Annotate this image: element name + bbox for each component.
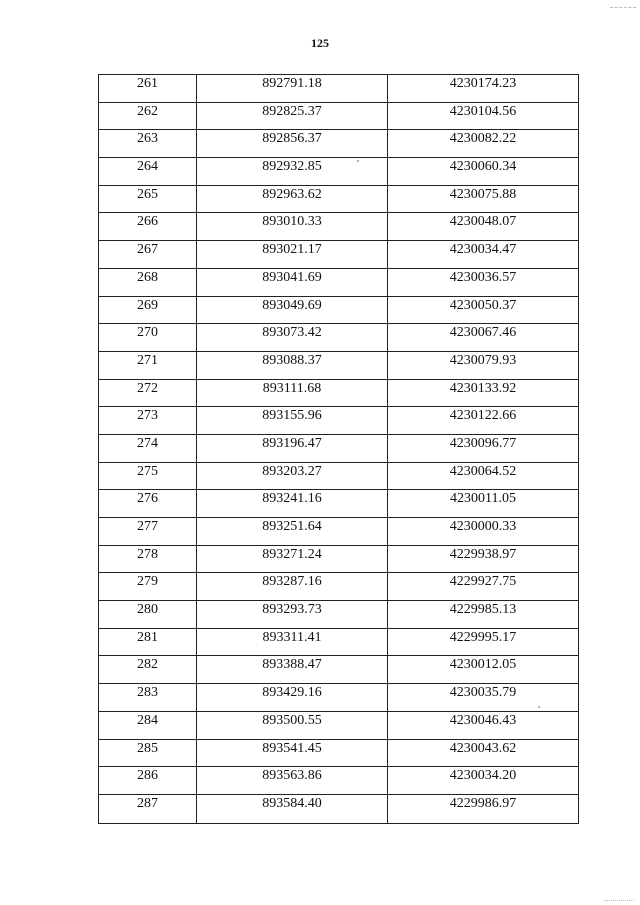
y-coordinate-cell: 4230075.88 bbox=[388, 185, 579, 213]
point-number-cell: 282 bbox=[99, 656, 197, 684]
x-coordinate-cell: 892932.85 bbox=[197, 158, 388, 186]
y-coordinate-cell: 4230133.92 bbox=[388, 379, 579, 407]
table-row bbox=[99, 268, 579, 296]
table-row bbox=[99, 601, 579, 629]
y-coordinate-cell: 4230046.43 bbox=[388, 711, 579, 739]
y-coordinate-cell: 4229995.17 bbox=[388, 628, 579, 656]
y-coordinate-cell: 4230064.52 bbox=[388, 462, 579, 490]
point-number-cell: 271 bbox=[99, 351, 197, 379]
x-coordinate-cell: 893429.16 bbox=[197, 684, 388, 712]
table-row bbox=[99, 351, 579, 379]
point-number-cell: 273 bbox=[99, 407, 197, 435]
point-number-cell: 261 bbox=[99, 75, 197, 103]
y-coordinate-cell: 4230035.79 bbox=[388, 684, 579, 712]
y-coordinate-cell: 4230034.47 bbox=[388, 241, 579, 269]
table-row bbox=[99, 434, 579, 462]
scan-edge-mark bbox=[610, 7, 636, 8]
x-coordinate-cell: 893010.33 bbox=[197, 213, 388, 241]
y-coordinate-cell: 4230067.46 bbox=[388, 324, 579, 352]
point-number-cell: 266 bbox=[99, 213, 197, 241]
x-coordinate-cell: 893388.47 bbox=[197, 656, 388, 684]
y-coordinate-cell: 4230043.62 bbox=[388, 739, 579, 767]
point-number-cell: 287 bbox=[99, 794, 197, 823]
table-row bbox=[99, 767, 579, 795]
x-coordinate-cell: 892856.37 bbox=[197, 130, 388, 158]
x-coordinate-cell: 893251.64 bbox=[197, 518, 388, 546]
point-number-cell: 272 bbox=[99, 379, 197, 407]
x-coordinate-cell: 893293.73 bbox=[197, 601, 388, 629]
x-coordinate-cell: 893041.69 bbox=[197, 268, 388, 296]
y-coordinate-cell: 4229985.13 bbox=[388, 601, 579, 629]
point-number-cell: 268 bbox=[99, 268, 197, 296]
y-coordinate-cell: 4230036.57 bbox=[388, 268, 579, 296]
x-coordinate-cell: 893021.17 bbox=[197, 241, 388, 269]
table-row bbox=[99, 462, 579, 490]
scan-edge-mark bbox=[604, 900, 634, 901]
x-coordinate-cell: 893073.42 bbox=[197, 324, 388, 352]
y-coordinate-cell: 4230034.20 bbox=[388, 767, 579, 795]
y-coordinate-cell: 4230000.33 bbox=[388, 518, 579, 546]
y-coordinate-cell: 4230122.66 bbox=[388, 407, 579, 435]
table-row bbox=[99, 794, 579, 823]
y-coordinate-cell: 4230082.22 bbox=[388, 130, 579, 158]
table-row bbox=[99, 102, 579, 130]
table-row bbox=[99, 379, 579, 407]
x-coordinate-cell: 892963.62 bbox=[197, 185, 388, 213]
x-coordinate-cell: 893203.27 bbox=[197, 462, 388, 490]
x-coordinate-cell: 893584.40 bbox=[197, 794, 388, 823]
point-number-cell: 280 bbox=[99, 601, 197, 629]
point-number-cell: 276 bbox=[99, 490, 197, 518]
y-coordinate-cell: 4230050.37 bbox=[388, 296, 579, 324]
x-coordinate-cell: 893271.24 bbox=[197, 545, 388, 573]
table-row bbox=[99, 711, 579, 739]
point-number-cell: 262 bbox=[99, 102, 197, 130]
x-coordinate-cell: 893049.69 bbox=[197, 296, 388, 324]
point-number-cell: 279 bbox=[99, 573, 197, 601]
page-number: 125 bbox=[311, 36, 329, 50]
point-number-cell: 267 bbox=[99, 241, 197, 269]
table-row bbox=[99, 213, 579, 241]
point-number-cell: 285 bbox=[99, 739, 197, 767]
x-coordinate-cell: 893500.55 bbox=[197, 711, 388, 739]
y-coordinate-cell: 4230060.34 bbox=[388, 158, 579, 186]
table-row bbox=[99, 296, 579, 324]
x-coordinate-cell: 893563.86 bbox=[197, 767, 388, 795]
x-coordinate-cell: 893111.68 bbox=[197, 379, 388, 407]
point-number-cell: 275 bbox=[99, 462, 197, 490]
y-coordinate-cell: 4229986.97 bbox=[388, 794, 579, 823]
x-coordinate-cell: 892825.37 bbox=[197, 102, 388, 130]
table-row bbox=[99, 490, 579, 518]
point-number-cell: 264 bbox=[99, 158, 197, 186]
y-coordinate-cell: 4230096.77 bbox=[388, 434, 579, 462]
y-coordinate-cell: 4230011.05 bbox=[388, 490, 579, 518]
table-row bbox=[99, 241, 579, 269]
point-number-cell: 283 bbox=[99, 684, 197, 712]
point-number-cell: 284 bbox=[99, 711, 197, 739]
x-coordinate-cell: 893196.47 bbox=[197, 434, 388, 462]
table-row bbox=[99, 573, 579, 601]
point-number-cell: 281 bbox=[99, 628, 197, 656]
x-coordinate-cell: 893155.96 bbox=[197, 407, 388, 435]
table-row bbox=[99, 628, 579, 656]
table-row bbox=[99, 185, 579, 213]
table-row bbox=[99, 130, 579, 158]
y-coordinate-cell: 4229938.97 bbox=[388, 545, 579, 573]
coordinates-table-body bbox=[99, 75, 579, 824]
point-number-cell: 270 bbox=[99, 324, 197, 352]
x-coordinate-cell: 893088.37 bbox=[197, 351, 388, 379]
point-number-cell: 274 bbox=[99, 434, 197, 462]
y-coordinate-cell: 4230048.07 bbox=[388, 213, 579, 241]
x-coordinate-cell: 893287.16 bbox=[197, 573, 388, 601]
table-row bbox=[99, 739, 579, 767]
point-number-cell: 269 bbox=[99, 296, 197, 324]
y-coordinate-cell: 4230079.93 bbox=[388, 351, 579, 379]
y-coordinate-cell: 4230104.56 bbox=[388, 102, 579, 130]
point-number-cell: 277 bbox=[99, 518, 197, 546]
table-row bbox=[99, 158, 579, 186]
y-coordinate-cell: 4229927.75 bbox=[388, 573, 579, 601]
x-coordinate-cell: 893541.45 bbox=[197, 739, 388, 767]
y-coordinate-cell: 4230174.23 bbox=[388, 75, 579, 103]
x-coordinate-cell: 893311.41 bbox=[197, 628, 388, 656]
coordinates-table bbox=[98, 74, 579, 824]
x-coordinate-cell: 892791.18 bbox=[197, 75, 388, 103]
table-row bbox=[99, 518, 579, 546]
point-number-cell: 286 bbox=[99, 767, 197, 795]
point-number-cell: 278 bbox=[99, 545, 197, 573]
table-row bbox=[99, 407, 579, 435]
x-coordinate-cell: 893241.16 bbox=[197, 490, 388, 518]
table-row bbox=[99, 324, 579, 352]
table-row bbox=[99, 656, 579, 684]
point-number-cell: 265 bbox=[99, 185, 197, 213]
table-row bbox=[99, 75, 579, 103]
table-row bbox=[99, 545, 579, 573]
y-coordinate-cell: 4230012.05 bbox=[388, 656, 579, 684]
point-number-cell: 263 bbox=[99, 130, 197, 158]
table-row bbox=[99, 684, 579, 712]
